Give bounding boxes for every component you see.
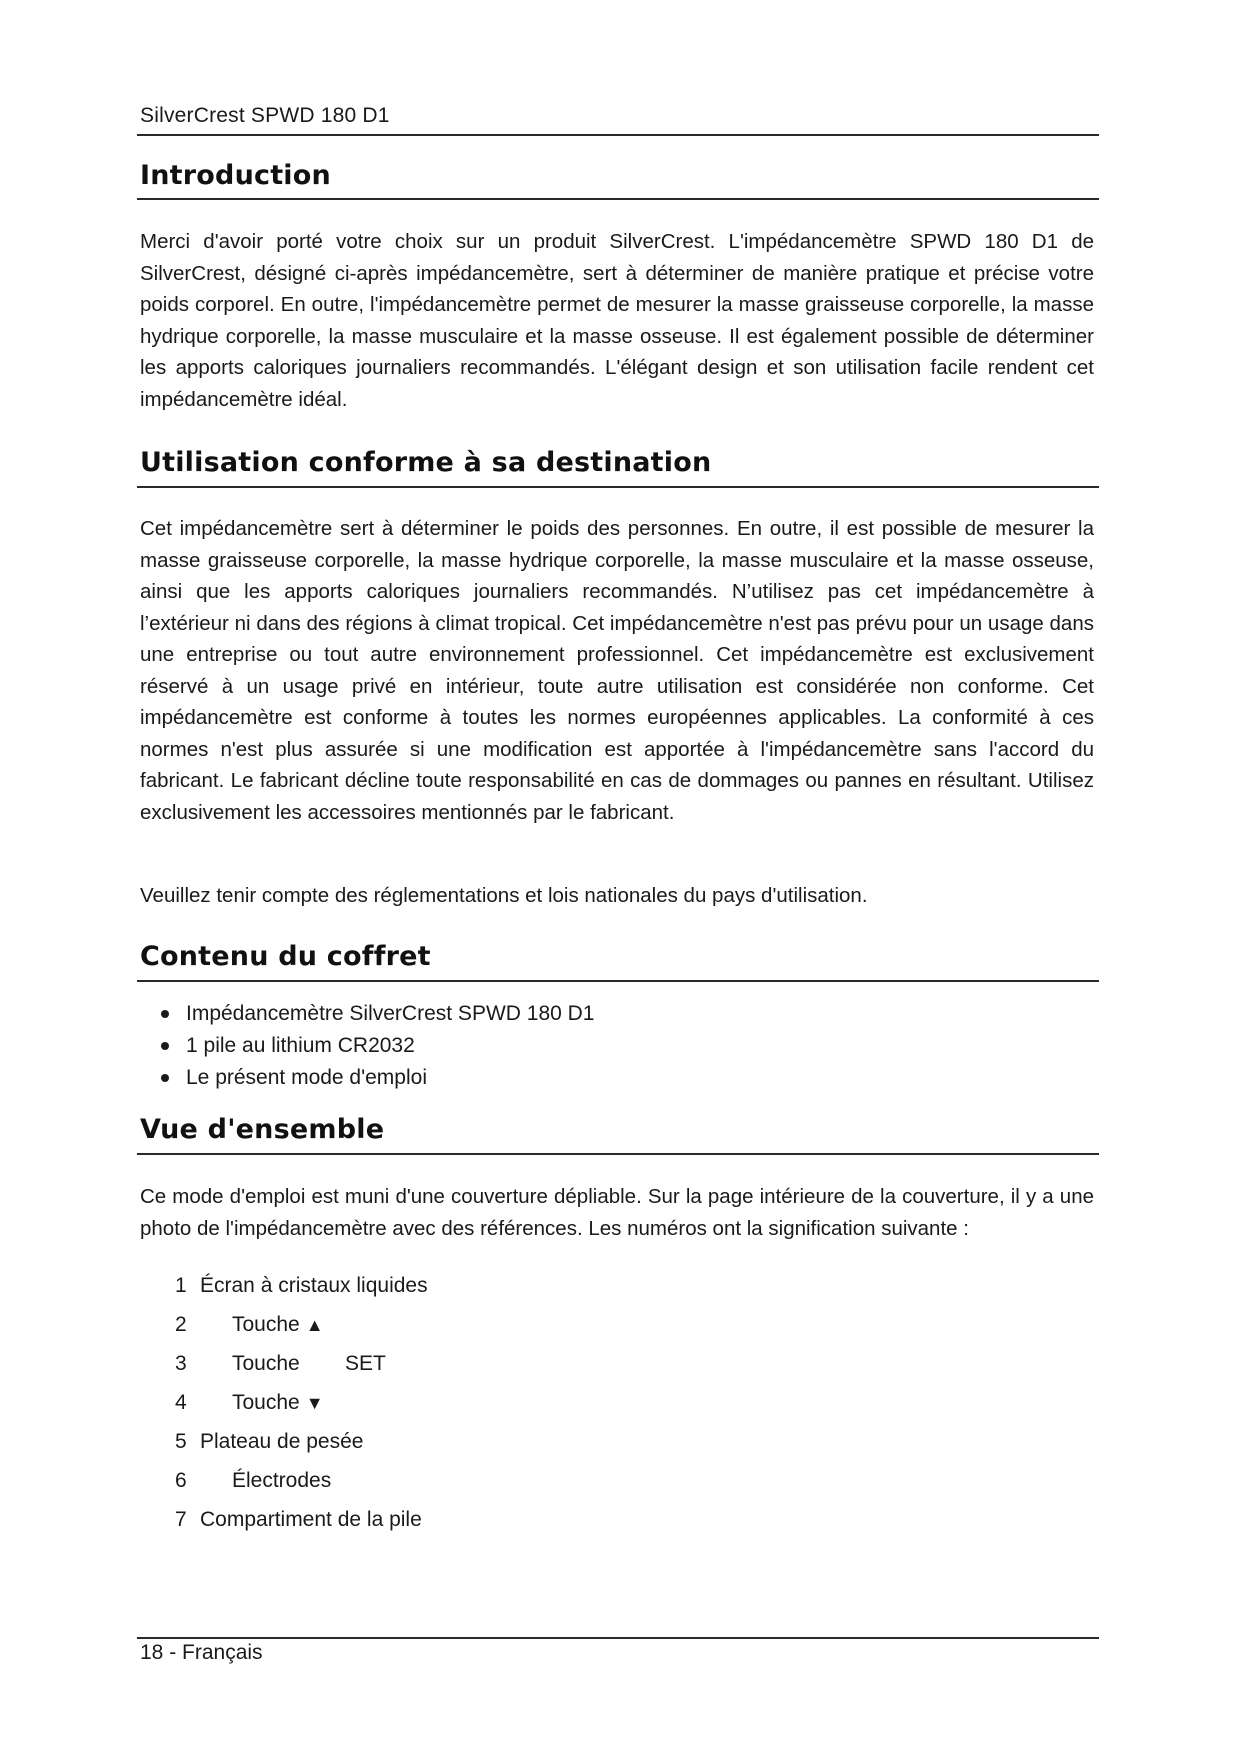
legend-item: 3 Touche SET — [175, 1352, 386, 1375]
bullet-icon — [161, 1074, 169, 1082]
section-rule — [137, 198, 1099, 200]
overview-paragraph: Ce mode d'emploi est muni d'une couverture dépliable. Sur la page intérieure de la couverture, il y a une photo de l'impédancemètre avec des références. Les numéros ont la signification suivante : — [140, 1185, 1094, 1240]
legend-item: 2 Touche ▲ — [175, 1309, 575, 1348]
list-item: Le présent mode d'emploi — [154, 1062, 595, 1094]
arrow-down-icon: ▼ — [305, 1393, 324, 1413]
section-title-box-contents: Contenu du coffret — [140, 941, 431, 972]
contents-list — [154, 998, 595, 1094]
header-rule — [137, 134, 1099, 136]
list-item: 1 pile au lithium CR2032 — [154, 1030, 595, 1062]
section-rule — [137, 1153, 1099, 1155]
legend-item: 7 Compartiment de la pile — [175, 1508, 422, 1531]
legend-item: 1 Écran à cristaux liquides — [175, 1274, 428, 1297]
section-title-introduction: Introduction — [140, 160, 331, 191]
section-title-intended-use: Utilisation conforme à sa destination — [140, 447, 712, 478]
bullet-icon — [161, 1042, 169, 1050]
section-rule — [137, 486, 1099, 488]
intro-paragraph: Merci d'avoir porté votre choix sur un produit SilverCrest. L'impédancemètre SPWD 180 D1 de SilverCrest, désigné ci-après impédancemètre, sert à déterminer de manière pratique et précise votre poids corporel. En outre, l'impédancemètre permet de mesurer la masse graisseuse corporelle, la masse hydrique corporelle, la masse musculaire et la masse osseuse. Il est également possible de déterminer les apports caloriques journaliers recommandés. L'élégant design et son utilisation facile rendent cet impédancemètre idéal. — [140, 230, 1094, 411]
arrow-up-icon: ▲ — [305, 1315, 324, 1335]
section-title-overview: Vue d'ensemble — [140, 1114, 385, 1145]
legend-item: 6 Électrodes — [175, 1469, 332, 1492]
list-item: Impédancemètre SilverCrest SPWD 180 D1 — [154, 998, 595, 1030]
legend-item: 4 Touche ▼ — [175, 1387, 575, 1426]
intended-use-paragraph: Cet impédancemètre sert à déterminer le poids des personnes. En outre, il est possible de mesurer la masse graisseuse corporelle, la masse hydrique corporelle, la masse musculaire et la masse osseuse, ainsi que les apports caloriques journaliers recommandés. N’utilisez pas cet impédancemètre à l’extérieur ni dans des régions à climat tropical. Cet impédancemètre n'est pas prévu pour un usage dans une entreprise ou tout autre environnement professionnel. Cet impédancemètre est exclusivement réservé à un usage privé en intérieur, toute autre utilisation est considérée non conforme. Cet impédancemètre est conforme à toutes les normes européennes applicables. La conformité à ces normes n'est plus assurée si une modification est apportée à l'impédancemètre sans l'accord du fabricant. Le fabricant décline toute responsabilité en cas de dommages ou pannes en résultant. Utilisez exclusivement les accessoires mentionnés par le fabricant. — [140, 517, 1094, 824]
section-rule — [137, 980, 1099, 982]
page-footer: 18 - Français — [140, 1641, 263, 1664]
intended-use-note: Veuillez tenir compte des réglementations et lois nationales du pays d'utilisation. — [140, 884, 868, 907]
legend-item: 5 Plateau de pesée — [175, 1430, 364, 1453]
footer-rule — [137, 1637, 1099, 1639]
running-header: SilverCrest SPWD 180 D1 — [140, 104, 390, 127]
bullet-icon — [161, 1010, 169, 1018]
parts-legend — [175, 1270, 575, 1543]
